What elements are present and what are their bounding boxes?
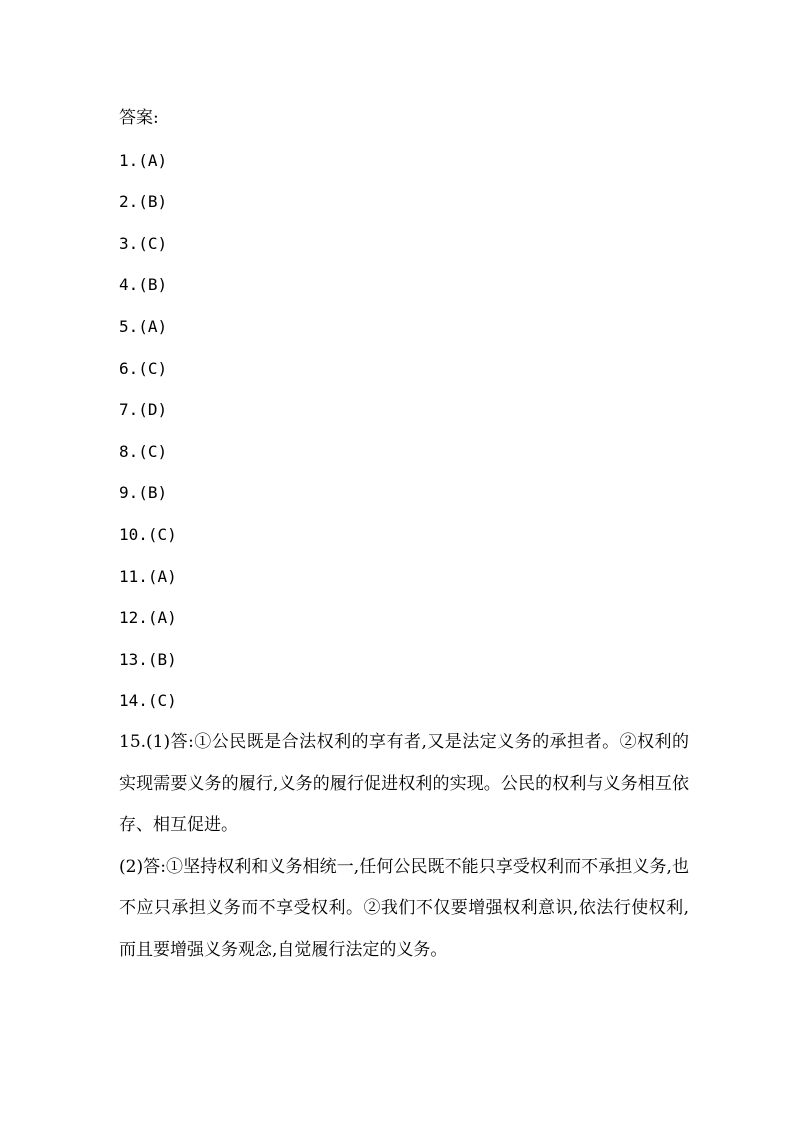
answer-sheet: [119, 98, 689, 971]
answer-15-part-1: 15.(1)答:①公民既是合法权利的享有者,又是法定义务的承担者。②权利的实现需要义务的履行,义务的履行促进权利的实现。公民的权利与义务相互依存、相互促进。: [119, 731, 689, 836]
answer-item-10: 10.(C): [119, 524, 177, 544]
answer-item-12: 12.(A): [119, 608, 177, 628]
answer-item-4: 4.(B): [119, 275, 168, 295]
answer-item-14: 14.(C): [119, 691, 177, 711]
answer-heading: 答案:: [119, 108, 159, 128]
answer-item-2: 2.(B): [119, 192, 168, 212]
answer-item-13: 13.(B): [119, 649, 177, 669]
answer-item-7: 7.(D): [119, 400, 168, 420]
answer-item-11: 11.(A): [119, 566, 177, 586]
answer-15-part-2: (2)答:①坚持权利和义务相统一,任何公民既不能只享受权利而不承担义务,也不应只承担义务而不享受权利。②我们不仅要增强权利意识,依法行使权利,而且要增强义务观念,自觉履行法定的义务。: [119, 856, 689, 960]
answer-item-9: 9.(B): [119, 483, 168, 503]
answer-item-3: 3.(C): [119, 233, 168, 253]
answer-item-1: 1.(A): [119, 150, 168, 170]
answer-item-8: 8.(C): [119, 441, 168, 461]
answer-item-6: 6.(C): [119, 358, 168, 378]
answer-item-5: 5.(A): [119, 316, 168, 336]
